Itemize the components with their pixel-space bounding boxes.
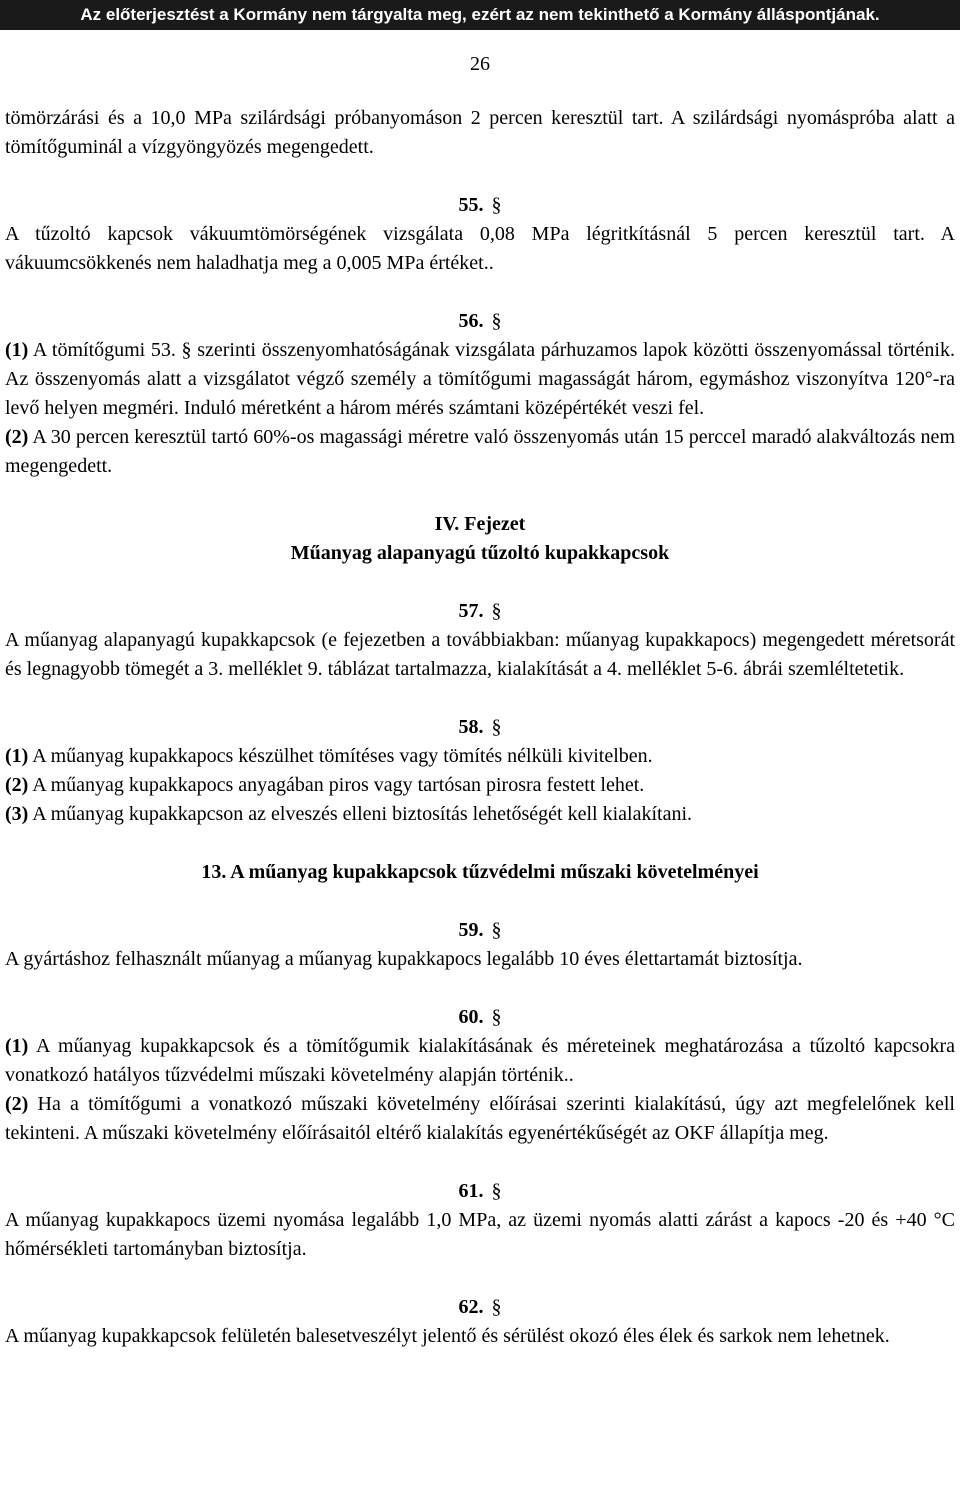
paragraph-text: A 30 percen keresztül tartó 60%-os magassági méretre való összenyomás után 15 perccel maradó alakváltozás nem megengedett. (5, 426, 955, 477)
section-61-text: A műanyag kupakkapocs üzemi nyomása legalább 1,0 MPa, az üzemi nyomás alatti zárást a kapocs -20 és +40 °C hőmérsékleti tartományban biztosítja. (5, 1209, 955, 1260)
section-heading-57 (5, 597, 955, 626)
section-heading-62 (5, 1293, 955, 1322)
paragraph-text: A műanyag kupakkapocs anyagában piros vagy tartósan pirosra festett lehet. (32, 774, 645, 796)
section-symbol: § (491, 1180, 502, 1202)
chapter-number: IV. Fejezet (434, 513, 526, 535)
paragraph-marker: (1) (5, 1035, 29, 1057)
section-symbol: § (491, 1296, 502, 1318)
paragraph-marker: (3) (5, 803, 29, 825)
section-number: 56. (458, 310, 484, 332)
section-55-text: A tűzoltó kapcsok vákuumtömörségének vizsgálata 0,08 MPa légritkításnál 5 percen keresztül tart. A vákuumcsökkenés nem haladhatja meg a 0,005 MPa értéket.. (5, 223, 955, 274)
page-number: 26 (470, 53, 490, 75)
section-number: 58. (458, 716, 484, 738)
section-symbol: § (491, 1006, 502, 1028)
paragraph-text: A műanyag kupakkapcson az elveszés elleni biztosítás lehetőségét kell kialakítani. (32, 803, 693, 825)
paragraph-text: A tömítőgumi 53. § szerinti összenyomhatóságának vizsgálata párhuzamos lapok közötti összenyomással történik. Az összenyomás alatt a vizsgálatot végző személy a tömítőgumi magasságát három, egymáshoz viszonyítva 120°-ra levő helyen megméri. Induló méretként a három mérés számtani középértékét veszi fel. (5, 339, 955, 419)
section-heading-59 (5, 916, 955, 945)
section-number: 61. (458, 1180, 484, 1202)
paragraph-marker: (1) (5, 745, 29, 767)
section-60-paragraph-2 (5, 1090, 955, 1148)
subtitle-heading: 13. A műanyag kupakkapcsok tűzvédelmi műszaki követelményei (201, 861, 759, 883)
section-number: 57. (458, 600, 484, 622)
section-symbol: § (491, 194, 502, 216)
section-symbol: § (491, 600, 502, 622)
paragraph-text: A műanyag kupakkapcsok és a tömítőgumik kialakításának és méreteinek meghatározása a tűzoltó kapcsokra vonatkozó hatályos tűzvédelmi műszaki követelmény alapján történik.. (5, 1035, 955, 1086)
chapter-title: Műanyag alapanyagú tűzoltó kupakkapcsok (290, 542, 670, 564)
section-number: 60. (458, 1006, 484, 1028)
paragraph-marker: (2) (5, 1093, 29, 1115)
section-symbol: § (491, 310, 502, 332)
section-heading-60 (5, 1003, 955, 1032)
section-number: 55. (458, 194, 484, 216)
section-number: 59. (458, 919, 484, 941)
section-57-text: A műanyag alapanyagú kupakkapcsok (e fejezetben a továbbiakban: műanyag kupakkapocs) megengedett méretsorát és legnagyobb tömegét a 3. melléklet 9. táblázat tartalmazza, kialakítását a 4. melléklet 5-6. ábrái szemléltetetik. (5, 629, 955, 680)
paragraph-marker: (2) (5, 774, 29, 796)
section-58-paragraph-2 (5, 771, 955, 800)
disclaimer-banner: Az előterjesztést a Kormány nem tárgyalta meg, ezért az nem tekinthető a Kormány álláspontjának. (0, 0, 960, 30)
paragraph-marker: (1) (5, 339, 29, 361)
section-59-text: A gyártáshoz felhasznált műanyag a műanyag kupakkapocs legalább 10 éves élettartamát biztosítja. (5, 948, 803, 970)
paragraph-text: A műanyag kupakkapocs készülhet tömítéses vagy tömítés nélküli kivitelben. (32, 745, 653, 767)
section-heading-55 (5, 191, 955, 220)
section-58-paragraph-1 (5, 742, 955, 771)
paragraph-text: Ha a tömítőgumi a vonatkozó műszaki követelmény előírásai szerinti kialakítású, úgy azt megfelelőnek kell tekinteni. A műszaki követelmény előírásaitól eltérő kialakítás egyenértékűségét az OKF állapítja meg. (5, 1093, 955, 1144)
intro-paragraph: tömörzárási és a 10,0 MPa szilárdsági próbanyomáson 2 percen keresztül tart. A szilárdsági nyomáspróba alatt a tömítőguminál a vízgyöngyözés megengedett. (5, 107, 955, 158)
paragraph-marker: (2) (5, 426, 29, 448)
section-56-paragraph-2 (5, 423, 955, 481)
section-62-text: A műanyag kupakkapcsok felületén balesetveszélyt jelentő és sérülést okozó éles élek és sarkok nem lehetnek. (5, 1325, 890, 1347)
section-symbol: § (491, 919, 502, 941)
section-60-paragraph-1 (5, 1032, 955, 1090)
section-heading-58 (5, 713, 955, 742)
section-heading-56 (5, 307, 955, 336)
document-body (5, 104, 955, 1351)
section-58-paragraph-3 (5, 800, 955, 829)
section-56-paragraph-1 (5, 336, 955, 423)
section-symbol: § (491, 716, 502, 738)
section-number: 62. (458, 1296, 484, 1318)
section-heading-61 (5, 1177, 955, 1206)
